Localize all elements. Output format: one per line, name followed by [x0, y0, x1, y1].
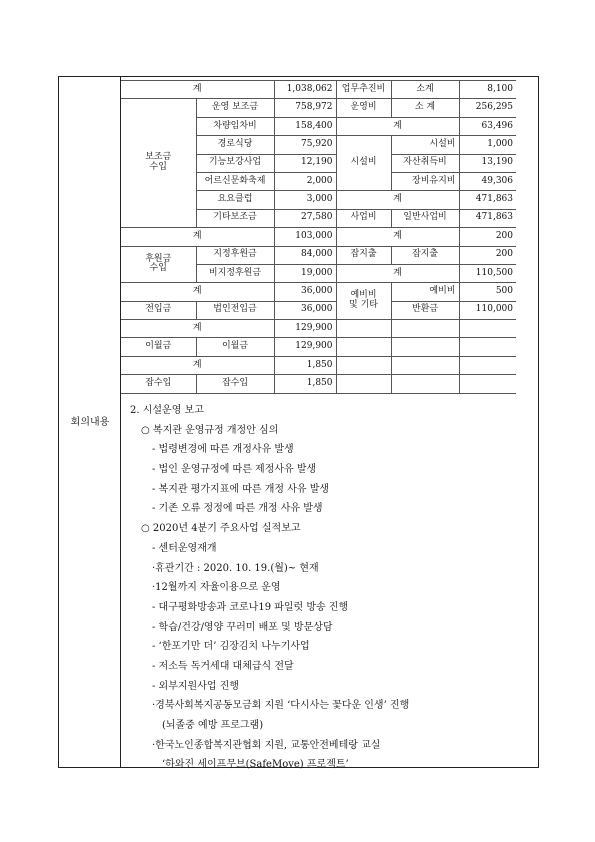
table-cell: 반환금: [391, 301, 459, 319]
table-cell: 잡수입: [196, 375, 274, 393]
table-cell: 63,496: [459, 117, 516, 135]
table-cell: 110,500: [459, 264, 516, 282]
table-cell: 비지정후원금: [196, 264, 274, 282]
table-cell: [391, 375, 459, 393]
table-cell: 지정후원금: [196, 246, 274, 264]
table-cell: [459, 338, 516, 356]
table-row: [121, 320, 516, 338]
table-row: [121, 228, 516, 246]
table-cell: 129,900: [274, 320, 336, 338]
table-cell: 계: [336, 117, 459, 135]
table-row: [121, 375, 516, 393]
table-cell: 19,000: [274, 264, 336, 282]
table-cell: 1,850: [274, 356, 336, 374]
table-cell: 1,000: [459, 136, 516, 154]
report-line: - 법령변경에 따른 개정사유 발생: [152, 444, 294, 456]
table-cell: 110,000: [459, 301, 516, 319]
table-cell: 계: [121, 320, 274, 338]
table-row: [121, 81, 516, 99]
table-cell: [459, 320, 516, 338]
table-cell: 36,000: [274, 283, 336, 301]
report-line: - 기존 오류 정정에 따른 개정 사유 발생: [152, 503, 323, 515]
table-cell: 758,972: [274, 99, 336, 117]
report-line: - 학습/건강/영양 꾸러미 배포 및 방문상담: [152, 621, 333, 633]
table-cell: 기타보조금: [196, 209, 274, 227]
report-line: - 복지관 평가지표에 따른 개정 사유 발생: [152, 483, 330, 495]
table-cell: 500: [459, 283, 516, 301]
table-cell: 계: [121, 228, 274, 246]
report-line: ·경북사회복지공동모금회 지원 ‘다시사는 꽃다운 인생’ 진행: [152, 700, 410, 712]
table-cell: [459, 375, 516, 393]
table-cell: 운영비: [336, 99, 391, 117]
budget-table: [121, 80, 516, 394]
table-cell: 12,190: [274, 154, 336, 172]
table-cell: 471,863: [459, 191, 516, 209]
report-line: ·한국노인종합복지관협회 지원, 교통안전베테랑 교실: [152, 739, 381, 751]
facility-report: [130, 401, 530, 775]
report-line: ○ 2020년 4분기 주요사업 실적보고: [141, 523, 301, 535]
table-cell: 49,306: [459, 172, 516, 190]
table-cell: [459, 356, 516, 374]
table-cell: 사업비: [336, 209, 391, 227]
table-cell: [391, 338, 459, 356]
table-cell: [336, 320, 391, 338]
report-line: 2. 시설운영 보고: [130, 405, 204, 416]
table-cell: 예비비 및 기타: [336, 283, 391, 320]
table-cell: [336, 338, 391, 356]
table-cell: 잡수입: [121, 375, 196, 393]
table-cell: [391, 320, 459, 338]
report-line: ‘하와진 세이프무브(SafeMove) 프로젝트’: [162, 759, 349, 771]
table-cell: 소계: [391, 81, 459, 99]
table-cell: 13,190: [459, 154, 516, 172]
table-cell: 129,900: [274, 338, 336, 356]
table-cell: 84,000: [274, 246, 336, 264]
table-row: [121, 301, 516, 319]
table-cell: 36,000: [274, 301, 336, 319]
table-cell: 시설비: [391, 136, 459, 154]
report-line: - 대구평화방송과 코로나19 파일럿 방송 진행: [152, 601, 349, 613]
label-column: [59, 77, 121, 767]
table-cell: 잡지출: [336, 246, 391, 264]
table-cell: 운영 보조금: [196, 99, 274, 117]
meeting-content-label: 회의내용: [70, 417, 110, 428]
table-cell: 계: [121, 283, 274, 301]
table-cell: 3,000: [274, 191, 336, 209]
table-cell: 2,000: [274, 172, 336, 190]
report-line: ○ 복지관 운영규정 개정안 심의: [141, 424, 279, 436]
table-cell: 이월금: [196, 338, 274, 356]
table-cell: [336, 356, 391, 374]
report-line: - ‘한포기만 더’ 김장김치 나누기사업: [152, 641, 310, 653]
table-cell: 1,850: [274, 375, 336, 393]
table-cell: 200: [459, 228, 516, 246]
table-cell: 75,920: [274, 136, 336, 154]
table-row: [121, 356, 516, 374]
table-cell: 일반사업비: [391, 209, 459, 227]
table-cell: 계: [336, 264, 459, 282]
table-row: [121, 338, 516, 356]
report-line: - 법인 운영규정에 따른 제정사유 발생: [152, 464, 317, 476]
table-cell: 보조금 수입: [121, 99, 196, 228]
table-cell: 전입금: [121, 301, 196, 319]
table-cell: 256,295: [459, 99, 516, 117]
table-cell: 471,863: [459, 209, 516, 227]
table-cell: 법인전입금: [196, 301, 274, 319]
table-cell: 1,038,062: [274, 81, 336, 99]
table-cell: 158,400: [274, 117, 336, 135]
table-cell: 8,100: [459, 81, 516, 99]
table-cell: 잡지출: [391, 246, 459, 264]
report-line: - 센터운영재개: [152, 542, 217, 554]
report-line: (뇌졸중 예방 프로그램): [162, 720, 264, 731]
table-cell: 계: [336, 191, 459, 209]
table-cell: 계: [121, 81, 274, 99]
table-cell: 자산취득비: [391, 154, 459, 172]
table-cell: 103,000: [274, 228, 336, 246]
report-line: - 외부지원사업 진행: [152, 680, 240, 692]
table-cell: 27,580: [274, 209, 336, 227]
table-cell: 차량임차비: [196, 117, 274, 135]
table-cell: 요요클럽: [196, 191, 274, 209]
table-cell: 이월금: [121, 338, 196, 356]
table-cell: 소 계: [391, 99, 459, 117]
table-cell: 장비유지비: [391, 172, 459, 190]
report-line: - 저소득 독거세대 대체급식 전달: [152, 660, 294, 672]
table-cell: 계: [121, 356, 274, 374]
table-cell: 어르신문화축제: [196, 172, 274, 190]
table-cell: 예비비: [391, 283, 459, 301]
table-cell: 200: [459, 246, 516, 264]
report-line: ·12월까지 자율이용으로 운영: [152, 582, 281, 594]
table-row: [121, 283, 516, 301]
table-cell: 후원금 수입: [121, 246, 196, 283]
table-cell: 계: [336, 228, 459, 246]
table-cell: 경로식당: [196, 136, 274, 154]
table-cell: [336, 375, 391, 393]
table-row: [121, 246, 516, 264]
table-cell: [391, 356, 459, 374]
report-line: ·휴관기간 : 2020. 10. 19.(월)~ 현재: [152, 562, 319, 574]
table-cell: 시설비: [336, 136, 391, 191]
table-cell: 업무추진비: [336, 81, 391, 99]
table-row: [121, 99, 516, 117]
table-cell: 기능보강사업: [196, 154, 274, 172]
